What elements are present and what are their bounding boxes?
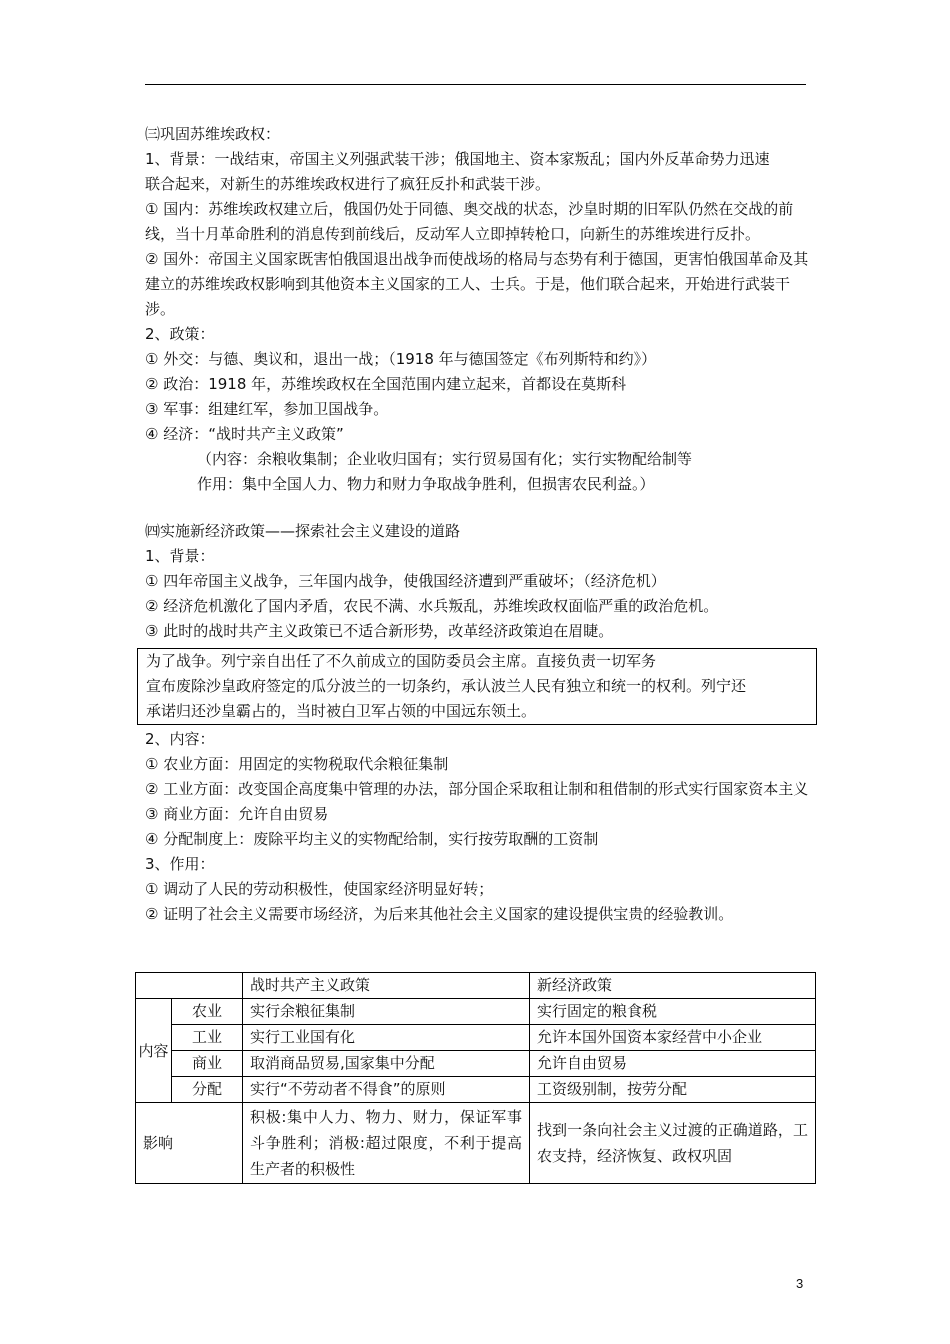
table-row <box>136 1051 816 1077</box>
note-box-line-2: 宣布废除沙皇政府签定的瓜分波兰的一切条约，承认波兰人民有独立和统一的权利。列宁还 <box>146 677 747 695</box>
section-4-title: ㈣实施新经济政策——探索社会主义建设的道路 <box>145 522 461 540</box>
section-3-background-line-1: 1、背景：一战结束，帝国主义列强武装干涉；俄国地主、资本家叛乱；国内外反革命势力迅速 <box>145 150 770 168</box>
table-impact-war: 积极:集中人力、物力、财力，保证军事斗争胜利；消极:超过限度，不利于提高生产者的积极性 <box>243 1103 530 1184</box>
table-category-cell: 分配 <box>172 1077 243 1103</box>
section-4-background-2: ② 经济危机激化了国内矛盾，农民不满、水兵叛乱，苏维埃政权面临严重的政治危机。 <box>145 597 719 615</box>
table-nep-cell: 允许自由贸易 <box>530 1051 816 1077</box>
table-corner-cell <box>136 973 243 999</box>
table-war-cell: 实行余粮征集制 <box>243 999 530 1025</box>
section-3-title: ㈢巩固苏维埃政权： <box>145 125 281 143</box>
table-head-war-communism: 战时共产主义政策 <box>243 973 530 999</box>
content-distribution: ④ 分配制度上：废除平均主义的实物配给制，实行按劳取酬的工资制 <box>145 830 599 848</box>
table-category-cell: 商业 <box>172 1051 243 1077</box>
table-war-cell: 取消商品贸易,国家集中分配 <box>243 1051 530 1077</box>
header-rule <box>145 84 806 85</box>
table-impact-row <box>136 1103 816 1184</box>
table-nep-cell: 实行固定的粮食税 <box>530 999 816 1025</box>
table-war-cell: 实行工业国有化 <box>243 1025 530 1051</box>
section-4-effect-title: 3、作用： <box>145 855 215 873</box>
table-content-label: 内容 <box>136 999 172 1103</box>
table-row <box>136 1025 816 1051</box>
note-box-line-3: 承诺归还沙皇霸占的，当时被白卫军占领的中国远东领土。 <box>146 702 537 720</box>
war-communism-content-note: （内容：余粮收集制；企业收归国有；实行贸易国有化；实行实物配给制等 <box>197 450 693 468</box>
note-box-line-1: 为了战争。列宁亲自出任了不久前成立的国防委员会主席。直接负责一切军务 <box>146 652 657 670</box>
section-4-content-title: 2、内容： <box>145 730 215 748</box>
comparison-table <box>135 972 816 1184</box>
table-war-cell: 实行“不劳动者不得食”的原则 <box>243 1077 530 1103</box>
table-impact-nep: 找到一条向社会主义过渡的正确道路，工农支持，经济恢复、政权巩固 <box>530 1103 816 1184</box>
table-row <box>136 1077 816 1103</box>
table-nep-cell: 允许本国外国资本家经营中小企业 <box>530 1025 816 1051</box>
section-4-background-3: ③ 此时的战时共产主义政策已不适合新形势，改革经济政策迫在眉睫。 <box>145 622 614 640</box>
content-agriculture: ① 农业方面：用固定的实物税取代余粮征集制 <box>145 755 449 773</box>
note-box <box>137 648 817 725</box>
section-4-background-1: ① 四年帝国主义战争，三年国内战争，使俄国经济遭到严重破坏；（经济危机） <box>145 572 666 590</box>
content-industry: ② 工业方面：改变国企高度集中管理的办法，部分国企采取租让制和租借制的形式实行国家资本主义 <box>145 780 809 798</box>
section-3-background-line-2: 联合起来，对新生的苏维埃政权进行了疯狂反扑和武装干涉。 <box>145 175 551 193</box>
table-row <box>136 999 816 1025</box>
table-header-row <box>136 973 816 999</box>
table-impact-label: 影响 <box>136 1103 243 1184</box>
war-communism-effect-note: 作用：集中全国人力、物力和财力争取战争胜利，但损害农民利益。） <box>197 475 655 493</box>
effect-2: ② 证明了社会主义需要市场经济，为后来其他社会主义国家的建设提供宝贵的经验教训。 <box>145 905 734 923</box>
policy-title: 2、政策： <box>145 325 215 343</box>
document-body <box>145 122 817 927</box>
table-category-cell: 工业 <box>172 1025 243 1051</box>
effect-1: ① 调动了人民的劳动积极性，使国家经济明显好转； <box>145 880 494 898</box>
policy-economy: ④ 经济：“战时共产主义政策” <box>145 425 344 443</box>
policy-politics: ② 政治：1918 年，苏维埃政权在全国范围内建立起来，首都设在莫斯科 <box>145 375 627 393</box>
table-nep-cell: 工资级别制，按劳分配 <box>530 1077 816 1103</box>
policy-military: ③ 军事：组建红军，参加卫国战争。 <box>145 400 389 418</box>
policy-diplomacy: ① 外交：与德、奥议和，退出一战；（1918 年与德国签定《布列斯特和约》） <box>145 350 657 368</box>
domestic-paragraph: ① 国内：苏维埃政权建立后，俄国仍处于同德、奥交战的状态，沙皇时期的旧军队仍然在交战的前线，当十月革命胜利的消息传到前线后，反动军人立即掉转枪口，向新生的苏维埃进行反扑。 <box>145 200 794 243</box>
page-number: 3 <box>796 1276 804 1291</box>
table-head-nep: 新经济政策 <box>530 973 816 999</box>
table-category-cell: 农业 <box>172 999 243 1025</box>
foreign-paragraph: ② 国外：帝国主义国家既害怕俄国退出战争而使战场的格局与态势有利于德国，更害怕俄国革命及其建立的苏维埃政权影响到其他资本主义国家的工人、士兵。于是，他们联合起来，开始进行武装干涉。 <box>145 250 809 318</box>
section-4-background-title: 1、背景： <box>145 547 215 565</box>
content-commerce: ③ 商业方面：允许自由贸易 <box>145 805 329 823</box>
